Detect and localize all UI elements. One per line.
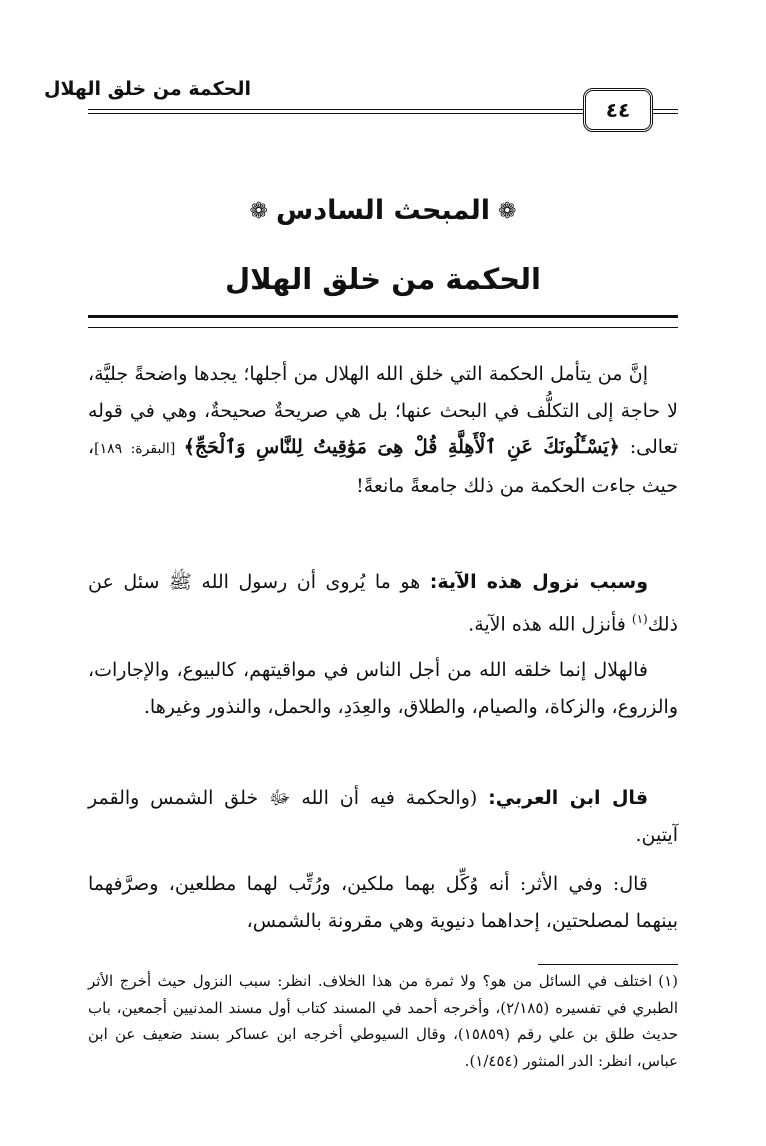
footnote-marker[interactable]: (١)	[631, 611, 648, 626]
paragraph-text: ، حيث جاءت الحكمة من ذلك جامعةً مانعةً!	[88, 436, 678, 497]
title-rule	[88, 315, 678, 328]
header-rule-short	[652, 109, 678, 114]
ornament-icon: ❁	[498, 199, 517, 224]
section-label-text: المبحث السادس	[275, 195, 491, 226]
paragraph-5	[88, 866, 678, 939]
paragraph-lead: وسبب نزول هذه الآية:	[429, 571, 648, 593]
paragraph-1	[88, 356, 678, 504]
paragraph-text: فأنزل الله هذه الآية.	[468, 612, 632, 635]
paragraph-text: هو ما يُروى أن رسول الله ﷺ سئل عن ذلك	[88, 571, 678, 635]
paragraph-text: فالهلال إنما خلقه الله من أجل الناس في مواقيتهم، كالبيوع، والإجارات، والزروع، والزكاة، والصيام، والطلاق، والعِدَدِ، والحمل، والنذور وغيرها.	[88, 659, 678, 718]
header-rule	[88, 109, 583, 114]
section-heading	[0, 195, 766, 226]
paragraph-3	[88, 652, 678, 725]
footnote	[88, 968, 678, 1074]
footnote-text: اختلف في السائل من هو؟ ولا ثمرة من هذا الخلاف. انظر: سبب النزول حيث أخرج الأثر الطبري في تفسيره (٢/١٨٥)، وأخرجه أحمد في المسند كتاب أول مسند المدنيين أجمعين، باب حديث طلق بن علي رقم (١٥٨٥٩)، وقال السيوطي أخرجه ابن عساكر بسند ضعيف عن ابن عباس، انظر: الدر المنثور (١/٤٥٤).	[88, 972, 678, 1070]
quran-verse: ﴿يَسْـَٔلُونَكَ عَنِ ٱلْأَهِلَّةِ قُلْ هِىَ مَوَٰقِيتُ لِلنَّاسِ وَٱلْحَجِّ﴾	[183, 436, 620, 458]
paragraph-text: (والحكمة فيه أن الله ﷻ خلق الشمس والقمر آيتين.	[88, 787, 678, 846]
paragraph-lead: قال ابن العربي:	[488, 787, 649, 809]
paragraph-text: قال: وفي الأثر: أنه وُكِّل بهما ملكين، ورُتِّب لهما مطلعين، وصرَّفهما بينهما لمصلحتين، إحداهما دنيوية وهي مقرونة بالشمس،	[88, 873, 678, 932]
footnote-number: (١)	[658, 972, 678, 990]
verse-reference: [البقرة: ١٨٩]	[94, 441, 184, 457]
ornament-icon: ❁	[249, 199, 268, 224]
page-number: ٤٤	[583, 88, 653, 132]
footnote-rule	[538, 964, 678, 965]
paragraph-2	[88, 564, 678, 642]
paragraph-4	[88, 780, 678, 853]
page-title: الحكمة من خلق الهلال	[225, 262, 541, 296]
paragraph-text: إنَّ من يتأمل الحكمة التي خلق الله الهلال من أجلها؛ يجدها واضحةً جليَّة، لا حاجة إلى التكلُّف في البحث عنها؛ بل هي صريحةٌ صحيحةٌ، وهي في قوله تعالى:	[88, 363, 678, 458]
running-title: الحكمة من خلق الهلال	[43, 78, 251, 100]
